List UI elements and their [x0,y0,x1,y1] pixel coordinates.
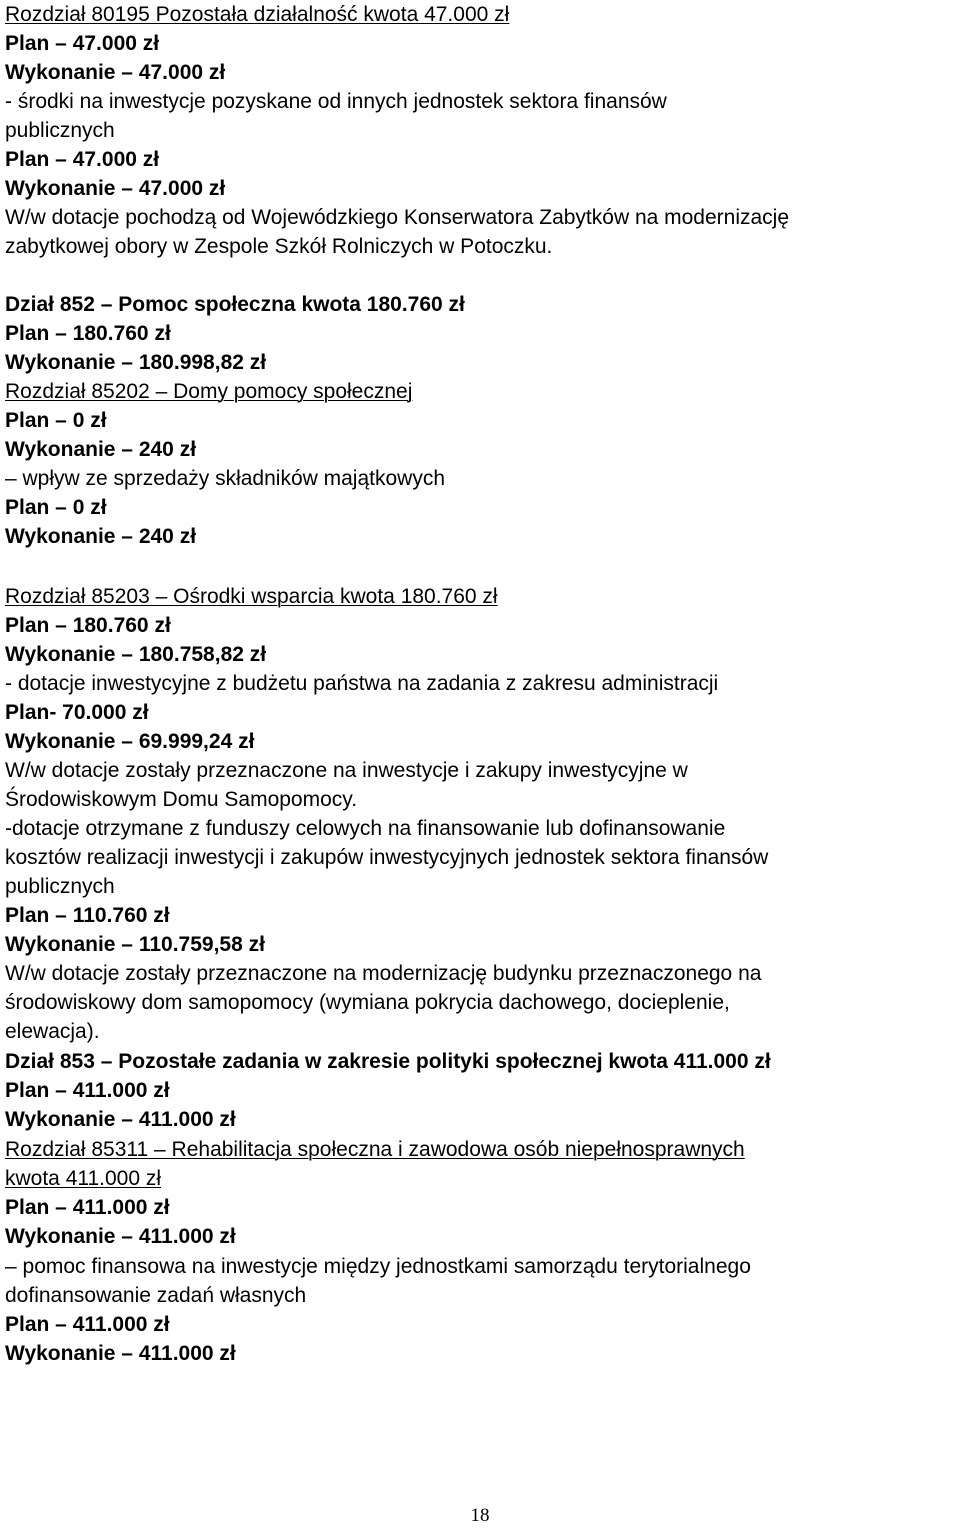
page-number: 18 [470,1505,490,1526]
body-text: -dotacje otrzymane z funduszy celowych na finansowanie lub dofinansowanie [5,817,726,840]
body-text: dofinansowanie zadań własnych [5,1284,307,1307]
execution-line: Wykonanie – 69.999,24 zł [5,730,255,753]
plan-line: Plan – 180.760 zł [5,322,171,345]
execution-line: Wykonanie – 47.000 zł [5,177,226,200]
section-heading: Rozdział 80195 Pozostała działalność kwota 47.000 zł [5,3,510,26]
body-text: Środowiskowym Domu Samopomocy. [5,788,358,811]
plan-line: Plan – 110.760 zł [5,904,170,927]
plan-line: Plan – 0 zł [5,496,107,519]
body-text: – wpływ ze sprzedaży składników majątkowych [5,467,446,490]
body-text: zabytkowej obory w Zespole Szkół Rolniczych w Potoczku. [5,235,553,258]
section-heading: Rozdział 85311 – Rehabilitacja społeczna i zawodowa osób niepełnosprawnych [5,1138,745,1161]
body-text: środowiskowy dom samopomocy (wymiana pokrycia dachowego, docieplenie, [5,991,730,1014]
plan-line: Plan – 0 zł [5,409,107,432]
plan-line: Plan – 180.760 zł [5,614,171,637]
body-text: publicznych [5,875,115,898]
body-text: - środki na inwestycje pozyskane od innych jednostek sektora finansów [5,90,667,113]
execution-line: Wykonanie – 47.000 zł [5,61,226,84]
execution-line: Wykonanie – 180.998,82 zł [5,351,267,374]
body-text: publicznych [5,119,115,142]
execution-line: Wykonanie – 411.000 zł [5,1225,236,1248]
body-text: – pomoc finansowa na inwestycje między jednostkami samorządu terytorialnego [5,1255,751,1278]
section-heading: kwota 411.000 zł [5,1167,162,1190]
body-text: - dotacje inwestycyjne z budżetu państwa na zadania z zakresu administracji [5,672,719,695]
section-heading: Rozdział 85203 – Ośrodki wsparcia kwota 180.760 zł [5,585,498,608]
section-heading: Rozdział 85202 – Domy pomocy społecznej [5,380,413,403]
execution-line: Wykonanie – 110.759,58 zł [5,933,265,956]
plan-line: Plan – 47.000 zł [5,148,160,171]
execution-line: Wykonanie – 240 zł [5,438,197,461]
plan-line: Plan – 411.000 zł [5,1196,170,1219]
body-text: kosztów realizacji inwestycji i zakupów inwestycyjnych jednostek sektora finansów [5,846,769,869]
plan-line: Plan – 411.000 zł [5,1313,170,1336]
execution-line: Wykonanie – 180.758,82 zł [5,643,267,666]
body-text: W/w dotacje pochodzą od Wojewódzkiego Konserwatora Zabytków na modernizację [5,206,790,229]
execution-line: Wykonanie – 411.000 zł [5,1342,236,1365]
plan-line: Plan – 411.000 zł [5,1079,170,1102]
division-heading: Dział 853 – Pozostałe zadania w zakresie polityki społecznej kwota 411.000 zł [5,1050,771,1073]
body-text: W/w dotacje zostały przeznaczone na inwestycje i zakupy inwestycyjne w [5,759,688,782]
execution-line: Wykonanie – 411.000 zł [5,1108,236,1131]
execution-line: Wykonanie – 240 zł [5,525,197,548]
plan-line: Plan- 70.000 zł [5,701,149,724]
plan-line: Plan – 47.000 zł [5,32,160,55]
body-text: W/w dotacje zostały przeznaczone na modernizację budynku przeznaczonego na [5,962,762,985]
body-text: elewacja). [5,1020,100,1043]
division-heading: Dział 852 – Pomoc społeczna kwota 180.760 zł [5,293,465,316]
